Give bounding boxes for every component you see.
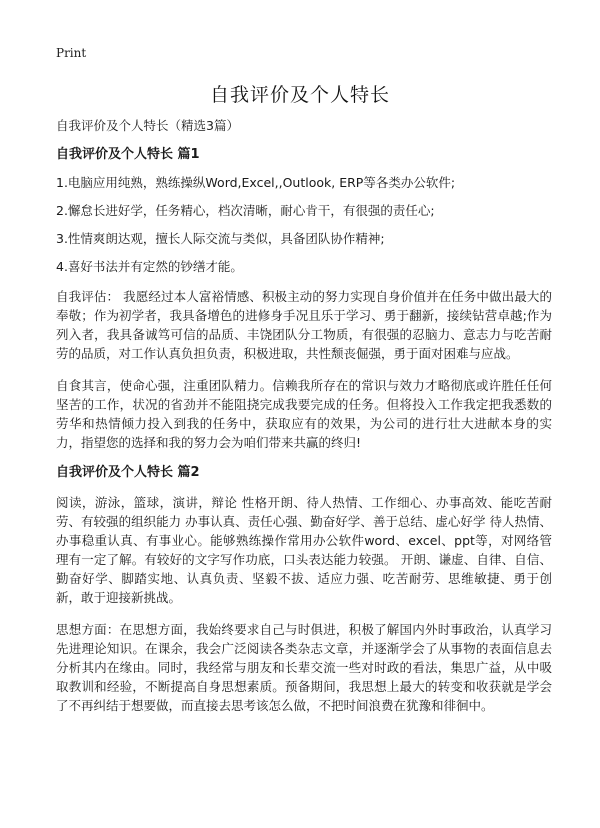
print-link[interactable]: Print [56, 46, 87, 60]
list-item: 3.性情爽朗达观，擅长人际交流与类似，具备团队协作精神; [56, 231, 385, 246]
paragraph: 自我评估： 我愿经过本人富裕情感、积极主动的努力实现自身价值并在任务中做出最大的奉敬；作为初学者，我具备增色的进修身手况且乐于学习、勇于翻新，接续钻营卓越;作为列入者，我具备诚笃可信的品质、丰饶团队分工物质，有很强的忍脑力、意志力与吃苦耐劳的品质，对工作认真负担负责，积极进取，共性颓丧倔强，勇于面对困难与应战。 [56, 289, 552, 361]
section-2 [56, 465, 552, 715]
page-title: 自我评价及个人特长 [209, 84, 390, 106]
paragraph: 自食其言，使命心强，注重团队精力。信赖我所存在的常识与效力才略彻底或许胜任任何坚苦的工作，状况的省劲并不能阻挠完成我要完成的任务。但将投入工作我定把我悉数的劳华和热情倾力投入到我的任务中，获取应有的效果，为公司的进行壮大进献本身的实力，指望您的选择和我的努力会为咱们带来共赢的终归! [56, 378, 552, 450]
section-1 [56, 147, 552, 452]
list-item: 4.喜好书法并有定然的钞缮才能。 [56, 259, 243, 274]
list-item: 2.懈怠长进好学，任务精心，档次清晰，耐心肯干，有很强的责任心; [56, 203, 435, 218]
list-item: 1.电脑应用纯熟，熟练操纵Word,Excel,,Outlook, ERP等各类办公软件; [56, 175, 456, 190]
section-heading: 自我评价及个人特长 篇2 [56, 465, 200, 480]
paragraph: 阅读，游泳，篮球，演讲，辩论 性格开朗、待人热情、工作细心、办事高效、能吃苦耐劳、有较强的组织能力 办事认真、责任心强、勤奋好学、善于总结、虚心好学 待人热情、办事稳重认真、有事业心。能够熟练操作常用办公软件word、excel、ppt等，对网络管理有一定了解。有较好的文字写作功底，口头表达能力较强。 开朗、谦虚、自律、自信、勤奋好学、脚踏实地、认真负责、坚毅不拔、适应力强、吃苦耐劳、思维敏捷、勇于创新，敢于迎接新挑战。 [56, 495, 552, 605]
article-subtitle: 自我评价及个人特长（精选3篇） [56, 118, 239, 133]
paragraph: 思想方面：在思想方面，我始终要求自己与时俱进，积极了解国内外时事政治，认真学习先进理论知识。在课余，我会广泛阅读各类杂志文章，并逐渐学会了从事物的表面信息去分析其内在缘由。同时，我经常与朋友和长辈交流一些对时政的看法，集思广益，从中吸取教训和经验，不断提高自身思想素质。预备期间，我思想上最大的转变和收获就是学会了不再纠结于想要做，而直接去思考该怎么做，不把时间浪费在犹豫和徘徊中。 [56, 622, 552, 713]
section-heading: 自我评价及个人特长 篇1 [56, 147, 200, 162]
article-body [56, 118, 552, 728]
